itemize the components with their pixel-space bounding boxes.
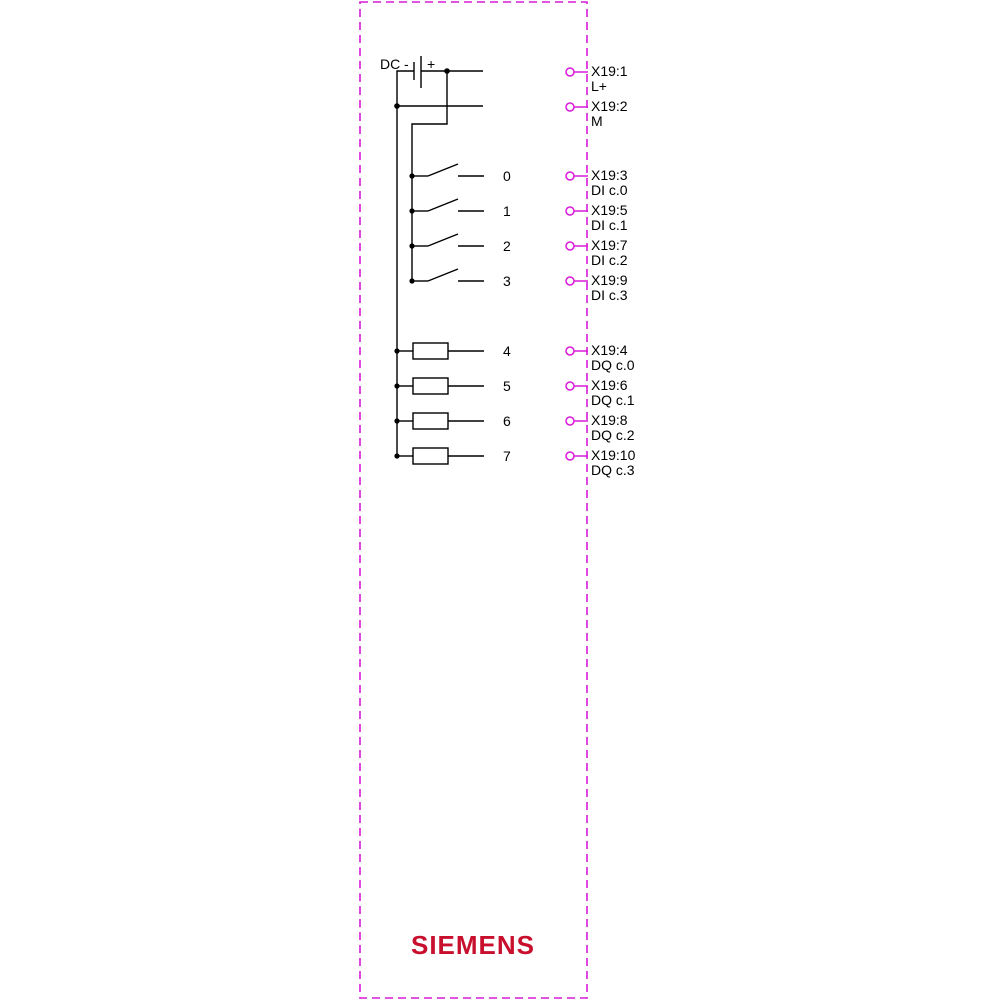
terminal-signal-label: DI c.1 xyxy=(591,217,628,233)
dc-label: DC xyxy=(380,56,401,72)
digital-outputs xyxy=(394,343,511,464)
terminal-signal-label: DQ c.2 xyxy=(591,427,635,443)
terminal-connector-icon xyxy=(566,417,574,425)
digital-inputs xyxy=(409,164,511,289)
terminal-id-label: X19:6 xyxy=(591,377,628,393)
switch-contact xyxy=(428,234,458,246)
input-channel-label: 2 xyxy=(503,238,511,254)
terminal-id-label: X19:2 xyxy=(591,98,628,114)
output-channel-label: 7 xyxy=(503,448,511,464)
module-boundary xyxy=(360,2,587,998)
switch-contact xyxy=(428,199,458,211)
terminal-id-label: X19:4 xyxy=(591,342,628,358)
switch-contact xyxy=(428,164,458,176)
terminal-connector-icon xyxy=(566,207,574,215)
terminal-id-label: X19:9 xyxy=(591,272,628,288)
terminal-block xyxy=(566,63,636,478)
terminal-connector-icon xyxy=(566,68,574,76)
output-channel-label: 4 xyxy=(503,343,511,359)
input-channel-label: 3 xyxy=(503,273,511,289)
terminal-id-label: X19:3 xyxy=(591,167,628,183)
terminal-signal-label: DQ c.3 xyxy=(591,462,635,478)
terminal-signal-label: L+ xyxy=(591,78,607,94)
dc-supply xyxy=(380,56,483,456)
terminal-signal-label: M xyxy=(591,113,603,129)
terminal-connector-icon xyxy=(566,382,574,390)
output-channel-label: 5 xyxy=(503,378,511,394)
terminal-signal-label: DI c.3 xyxy=(591,287,628,303)
terminal-id-label: X19:5 xyxy=(591,202,628,218)
terminal-id-label: X19:10 xyxy=(591,447,636,463)
terminal-connector-icon xyxy=(566,242,574,250)
load-resistor xyxy=(413,448,448,464)
terminal-id-label: X19:1 xyxy=(591,63,628,79)
terminal-signal-label: DQ c.1 xyxy=(591,392,635,408)
load-resistor xyxy=(413,413,448,429)
load-resistor xyxy=(413,343,448,359)
dc-plus-label: + xyxy=(427,56,436,72)
terminal-connector-icon xyxy=(566,452,574,460)
terminal-connector-icon xyxy=(566,277,574,285)
dc-minus-label: - xyxy=(404,56,409,72)
input-channel-label: 1 xyxy=(503,203,511,219)
terminal-signal-label: DQ c.0 xyxy=(591,357,635,373)
input-channel-label: 0 xyxy=(503,168,511,184)
minus-lead xyxy=(397,71,414,106)
output-channel-label: 6 xyxy=(503,413,511,429)
terminal-connector-icon xyxy=(566,347,574,355)
terminal-signal-label: DI c.0 xyxy=(591,182,628,198)
switch-contact xyxy=(428,269,458,281)
terminal-connector-icon xyxy=(566,103,574,111)
load-resistor xyxy=(413,378,448,394)
terminal-id-label: X19:8 xyxy=(591,412,628,428)
terminal-connector-icon xyxy=(566,172,574,180)
terminal-id-label: X19:7 xyxy=(591,237,628,253)
terminal-signal-label: DI c.2 xyxy=(591,252,628,268)
siemens-logo: SIEMENS xyxy=(410,930,536,960)
